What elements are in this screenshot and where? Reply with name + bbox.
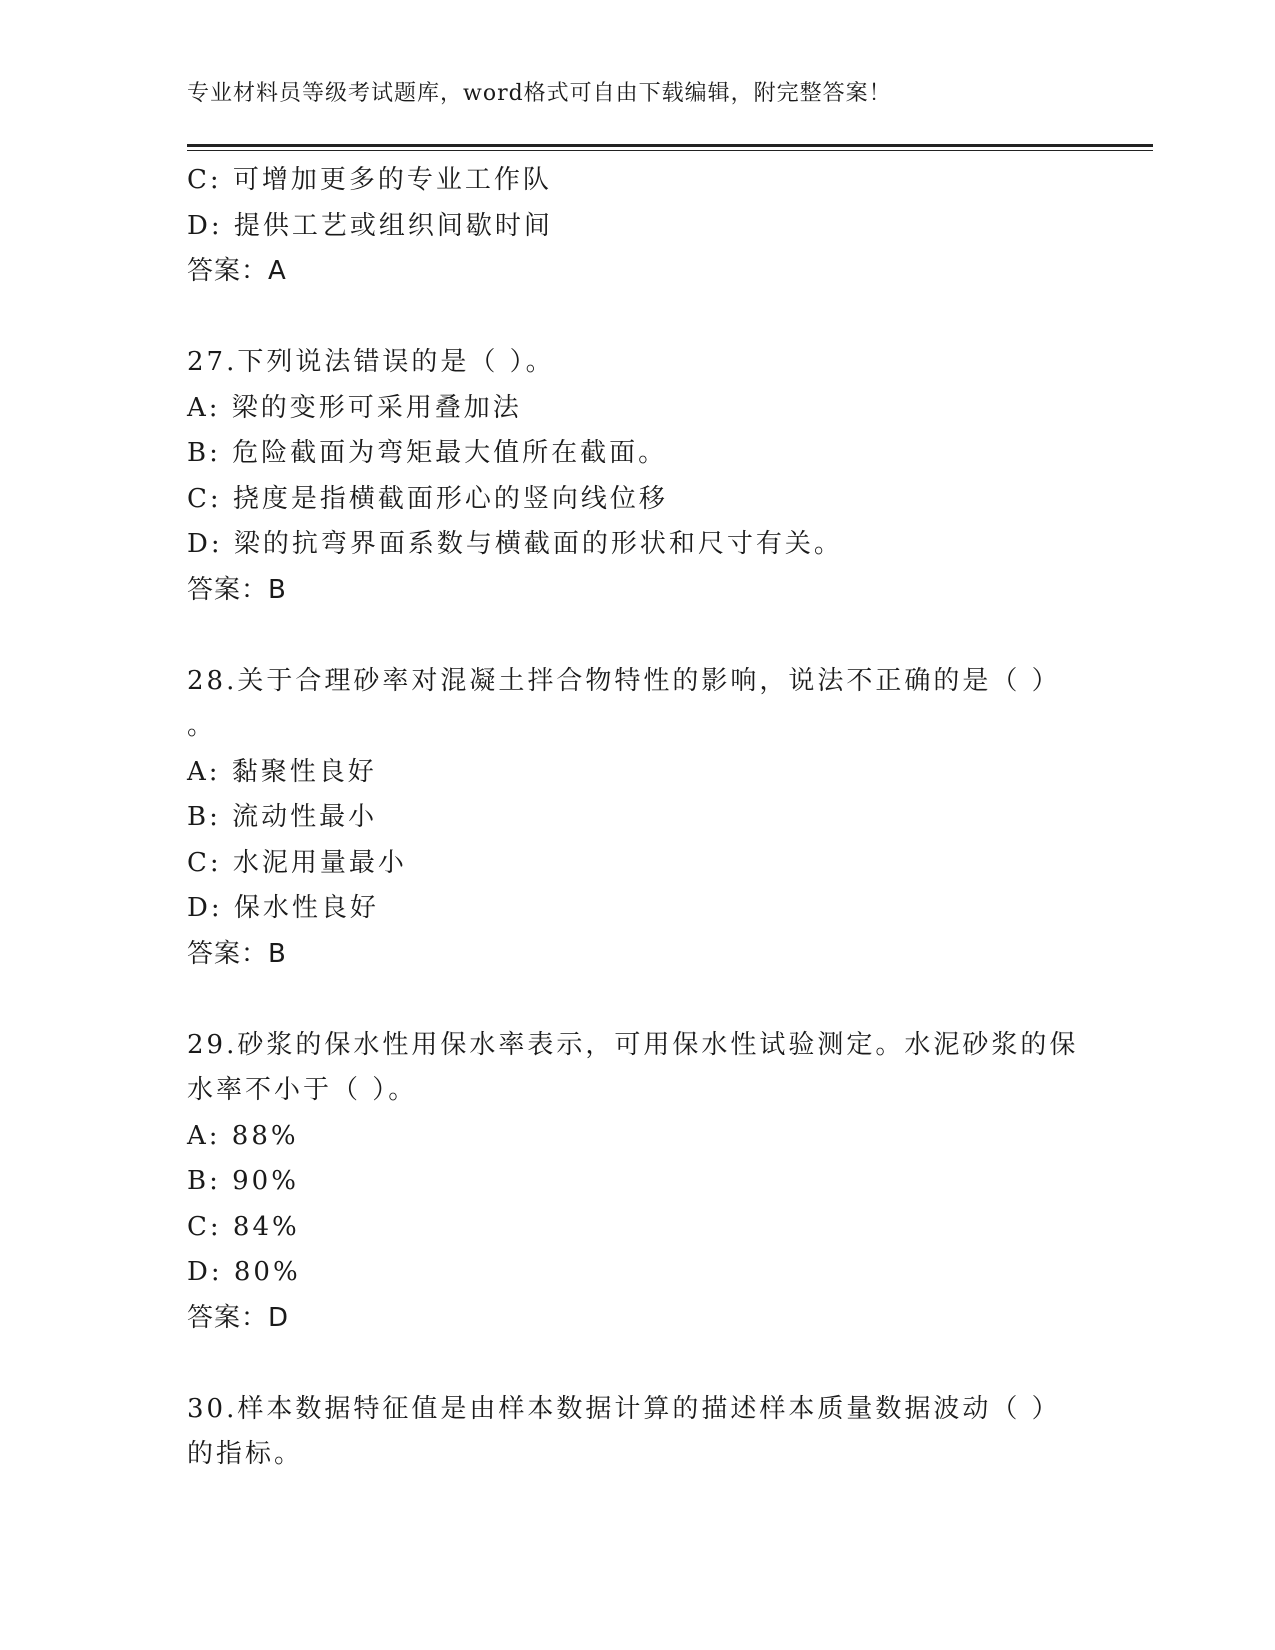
answer-line: 答案：B (187, 574, 287, 605)
question-text: 27.下列说法错误的是（ ）。 (187, 347, 555, 377)
option-a: A: 88% (187, 1120, 299, 1151)
option-b: B: 危险截面为弯矩最大值所在截面。 (187, 438, 668, 468)
question-28 (187, 659, 1087, 978)
question-27 (187, 340, 1087, 613)
question-text-continued: 。 (187, 711, 217, 741)
option-d: D: 80% (187, 1257, 301, 1287)
question-text-continued: 水率不小于（ ）。 (187, 1075, 418, 1105)
document-body (187, 158, 1087, 1478)
question-29 (187, 1023, 1087, 1342)
question-text: 30.样本数据特征值是由样本数据计算的描述样本质量数据波动（ ） (187, 1393, 1061, 1424)
answer-line: 答案：A (187, 256, 287, 286)
option-c: C: 可增加更多的专业工作队 (187, 165, 552, 195)
question-text-continued: 的指标。 (187, 1439, 304, 1469)
option-d: D: 保水性良好 (187, 893, 379, 923)
answer-line: 答案：B (187, 938, 287, 969)
answer-line: 答案：D (187, 1302, 290, 1333)
option-d: D: 提供工艺或组织间歇时间 (187, 210, 553, 241)
page-header: 专业材料员等级考试题库，word格式可自由下载编辑，附完整答案！ (187, 81, 892, 106)
option-a: A: 梁的变形可采用叠加法 (187, 392, 522, 423)
option-c: C: 挠度是指横截面形心的竖向线位移 (187, 483, 668, 514)
header-rule-thick (187, 144, 1153, 147)
question-text: 29.砂浆的保水性用保水率表示，可用保水性试验测定。水泥砂浆的保 (187, 1029, 1079, 1060)
option-b: B: 流动性最小 (187, 802, 378, 832)
option-c: C: 水泥用量最小 (187, 847, 407, 878)
option-c: C: 84% (187, 1211, 300, 1242)
header-rule-thin (187, 150, 1153, 151)
option-b: B: 90% (187, 1166, 299, 1196)
question-30 (187, 1387, 1087, 1478)
question-text: 28.关于合理砂率对混凝土拌合物特性的影响，说法不正确的是（ ） (187, 665, 1061, 696)
option-d: D: 梁的抗弯界面系数与横截面的形状和尺寸有关。 (187, 529, 843, 559)
option-a: A: 黏聚性良好 (187, 756, 377, 787)
